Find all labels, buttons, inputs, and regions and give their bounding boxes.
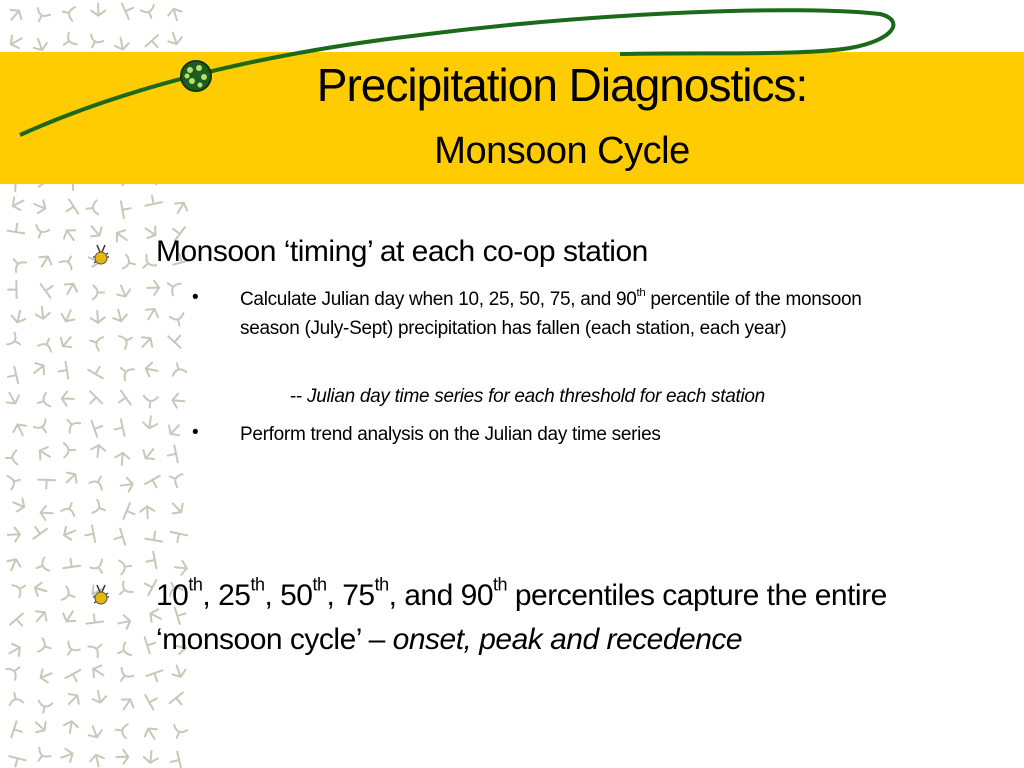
pattern-glyph xyxy=(8,527,21,542)
pattern-glyph xyxy=(38,667,54,684)
pattern-glyph xyxy=(64,443,75,457)
pattern-glyph xyxy=(12,580,29,598)
pattern-glyph xyxy=(142,695,157,710)
pattern-glyph xyxy=(140,506,155,519)
pattern-glyph xyxy=(9,750,25,766)
pattern-glyph xyxy=(86,421,102,437)
pattern-glyph xyxy=(36,701,52,715)
pattern-glyph xyxy=(6,641,23,659)
superscript: th xyxy=(188,574,203,595)
pattern-glyph xyxy=(119,503,135,519)
pattern-glyph xyxy=(35,393,50,410)
pattern-glyph xyxy=(143,750,158,763)
pattern-glyph xyxy=(164,278,181,296)
pattern-glyph xyxy=(60,307,78,324)
pattern-glyph xyxy=(145,472,160,487)
pattern-glyph xyxy=(63,720,79,734)
pattern-glyph xyxy=(60,253,78,270)
pattern-glyph xyxy=(118,4,134,20)
pattern-glyph xyxy=(38,471,55,488)
pattern-glyph xyxy=(86,222,104,240)
pattern-glyph xyxy=(91,3,105,15)
pattern-glyph xyxy=(143,396,158,408)
pattern-glyph xyxy=(6,662,23,680)
pattern-glyph xyxy=(166,420,184,438)
pattern-glyph xyxy=(10,496,27,514)
pattern-glyph xyxy=(3,389,21,406)
pattern-glyph xyxy=(91,689,107,703)
pattern-glyph xyxy=(33,581,49,598)
sub-bullet-marker: • xyxy=(192,422,199,443)
pattern-glyph xyxy=(32,225,49,240)
pattern-glyph xyxy=(86,34,104,50)
bug-bullet-icon xyxy=(90,582,112,608)
separator: , xyxy=(326,579,343,612)
pattern-glyph xyxy=(142,415,157,429)
pattern-glyph xyxy=(166,30,183,46)
percentile-25: 25 xyxy=(218,579,251,612)
pattern-glyph xyxy=(8,281,25,298)
pattern-glyph xyxy=(145,532,162,549)
pattern-glyph xyxy=(7,473,21,489)
pattern-glyph xyxy=(31,198,48,216)
pattern-glyph xyxy=(116,750,128,764)
pattern-glyph xyxy=(86,200,99,215)
pattern-glyph xyxy=(31,36,48,52)
pattern-glyph xyxy=(35,306,50,320)
pattern-glyph xyxy=(61,501,78,516)
pattern-glyph xyxy=(139,255,157,273)
pattern-glyph xyxy=(60,33,77,51)
separator: , xyxy=(264,579,281,612)
pattern-glyph xyxy=(34,558,49,575)
pattern-glyph xyxy=(141,5,158,20)
pattern-glyph xyxy=(38,638,53,655)
pattern-glyph xyxy=(11,309,27,324)
pattern-glyph xyxy=(118,695,136,713)
pattern-glyph xyxy=(59,747,75,764)
pattern-glyph xyxy=(92,500,107,517)
pattern-glyph xyxy=(61,524,78,542)
pattern-glyph xyxy=(146,34,159,47)
pattern-glyph xyxy=(86,614,103,631)
pattern-glyph xyxy=(10,194,27,212)
sub-bullet-trend-analysis: Perform trend analysis on the Julian day time series xyxy=(240,424,661,445)
pattern-glyph xyxy=(7,224,24,241)
pattern-glyph xyxy=(5,450,17,465)
superscript: th xyxy=(636,286,646,299)
pattern-glyph xyxy=(88,367,103,382)
pattern-glyph xyxy=(140,445,158,463)
pattern-glyph xyxy=(88,334,103,351)
pattern-glyph xyxy=(61,5,75,21)
pattern-glyph xyxy=(111,308,128,323)
pattern-glyph xyxy=(8,367,25,384)
percentile-90: 90 xyxy=(460,579,494,612)
pattern-glyph xyxy=(85,525,102,542)
pattern-glyph xyxy=(142,725,160,742)
pattern-glyph xyxy=(115,582,133,600)
pattern-glyph xyxy=(89,753,105,768)
pattern-glyph xyxy=(36,445,54,463)
pattern-glyph xyxy=(144,362,158,378)
pattern-glyph xyxy=(172,199,190,216)
pattern-glyph xyxy=(115,723,128,738)
bullet-monsoon-timing: Monsoon ‘timing’ at each co-op station xyxy=(156,235,648,268)
pattern-glyph xyxy=(62,469,80,487)
pattern-glyph xyxy=(11,421,29,438)
pattern-glyph xyxy=(167,7,184,22)
pattern-glyph xyxy=(36,253,54,270)
monsoon-phases: onset, peak and recedence xyxy=(392,623,743,656)
pattern-glyph xyxy=(119,391,133,405)
pattern-glyph xyxy=(146,665,162,681)
superscript: th xyxy=(312,574,327,595)
pattern-glyph xyxy=(64,690,82,708)
pattern-glyph xyxy=(33,527,47,541)
pattern-glyph xyxy=(171,752,188,768)
pattern-glyph xyxy=(117,614,132,630)
pattern-glyph xyxy=(39,284,53,298)
pattern-glyph xyxy=(168,445,185,462)
pattern-glyph xyxy=(172,393,185,408)
pattern-glyph xyxy=(168,336,180,348)
pattern-glyph xyxy=(147,552,164,569)
pattern-glyph xyxy=(90,310,105,323)
pattern-glyph xyxy=(62,587,77,604)
pattern-glyph xyxy=(115,452,130,465)
pattern-glyph xyxy=(119,559,132,575)
pattern-glyph xyxy=(31,717,49,735)
pattern-glyph xyxy=(89,473,107,489)
pattern-glyph xyxy=(113,227,131,245)
pattern-glyph xyxy=(61,280,79,297)
percentile-75: 75 xyxy=(342,579,375,612)
pattern-glyph xyxy=(170,725,187,740)
pattern-glyph xyxy=(170,663,187,679)
pattern-glyph xyxy=(38,336,55,352)
pattern-glyph xyxy=(139,637,155,653)
pattern-glyph xyxy=(7,332,24,350)
superscript: th xyxy=(493,574,508,595)
separator: , and xyxy=(388,579,461,612)
pattern-glyph xyxy=(61,226,79,244)
pattern-glyph xyxy=(137,334,155,352)
pattern-glyph xyxy=(31,608,49,626)
pattern-glyph xyxy=(5,557,23,574)
sub-bullet-julian-day-pre: Calculate Julian day when 10, 25, 50, 75, and 90 xyxy=(240,289,637,310)
pattern-glyph xyxy=(115,668,133,685)
pattern-glyph xyxy=(171,525,188,542)
pattern-glyph xyxy=(88,639,105,657)
pattern-glyph xyxy=(120,477,134,493)
pattern-glyph xyxy=(114,36,130,50)
pattern-glyph xyxy=(10,613,23,626)
pattern-glyph xyxy=(170,361,186,375)
separator: , xyxy=(202,579,219,612)
pattern-glyph xyxy=(114,283,131,299)
superscript: th xyxy=(250,574,265,595)
pattern-glyph xyxy=(142,305,160,322)
pattern-glyph xyxy=(58,333,76,351)
note-dash: -- xyxy=(290,386,308,407)
percentile-10: 10 xyxy=(156,579,189,612)
superscript: th xyxy=(374,574,389,595)
pattern-glyph xyxy=(170,691,183,704)
percentile-50: 50 xyxy=(280,579,313,612)
pattern-glyph xyxy=(167,470,182,487)
pattern-glyph xyxy=(8,32,25,50)
sub-bullet-julian-day xyxy=(240,285,920,343)
julian-series-note xyxy=(290,382,765,411)
pattern-glyph xyxy=(63,559,80,576)
page-title: Precipitation Diagnostics: xyxy=(316,59,808,111)
pattern-glyph xyxy=(6,6,24,24)
pattern-glyph xyxy=(117,362,134,380)
pattern-glyph xyxy=(119,331,135,348)
pattern-glyph xyxy=(67,199,81,213)
note-text: Julian day time series for each threshold for each station xyxy=(307,386,765,407)
pattern-glyph xyxy=(91,444,106,457)
pattern-glyph xyxy=(93,285,104,299)
pattern-glyph xyxy=(115,528,131,544)
pattern-glyph xyxy=(33,748,51,765)
pattern-glyph xyxy=(40,506,53,521)
pattern-glyph xyxy=(123,255,137,271)
sub-bullet-julian-day-post: percentile of the monsoon season (July-Sept) precipitation has fallen (each station, each year) xyxy=(240,289,862,339)
pattern-glyph xyxy=(170,313,186,327)
pattern-glyph xyxy=(62,415,80,433)
pattern-glyph xyxy=(33,8,51,24)
pattern-glyph xyxy=(59,362,76,379)
pattern-glyph xyxy=(9,254,27,272)
pattern-glyph xyxy=(8,692,24,705)
pattern-glyph xyxy=(145,196,162,213)
pattern-glyph xyxy=(90,560,108,577)
bullet-percentiles xyxy=(156,574,956,662)
pattern-glyph xyxy=(86,724,103,740)
percentiles-text: percentiles capture the entire ‘monsoon cycle’ – xyxy=(156,579,887,656)
sub-bullet-marker: • xyxy=(192,287,199,308)
pattern-glyph xyxy=(6,721,22,737)
pattern-glyph xyxy=(61,608,79,626)
pattern-glyph xyxy=(30,360,48,378)
page-subtitle: Monsoon Cycle xyxy=(434,130,690,172)
pattern-glyph xyxy=(115,642,131,659)
pattern-glyph xyxy=(34,419,52,436)
pattern-glyph xyxy=(114,419,131,436)
pattern-glyph xyxy=(90,663,108,681)
pattern-glyph xyxy=(168,499,186,517)
pattern-glyph xyxy=(114,201,131,218)
bug-bullet-icon xyxy=(90,242,112,268)
pattern-glyph xyxy=(62,642,80,659)
pattern-glyph xyxy=(62,391,74,405)
pattern-glyph xyxy=(147,281,159,295)
pattern-glyph xyxy=(65,667,80,682)
pattern-glyph xyxy=(90,391,102,403)
